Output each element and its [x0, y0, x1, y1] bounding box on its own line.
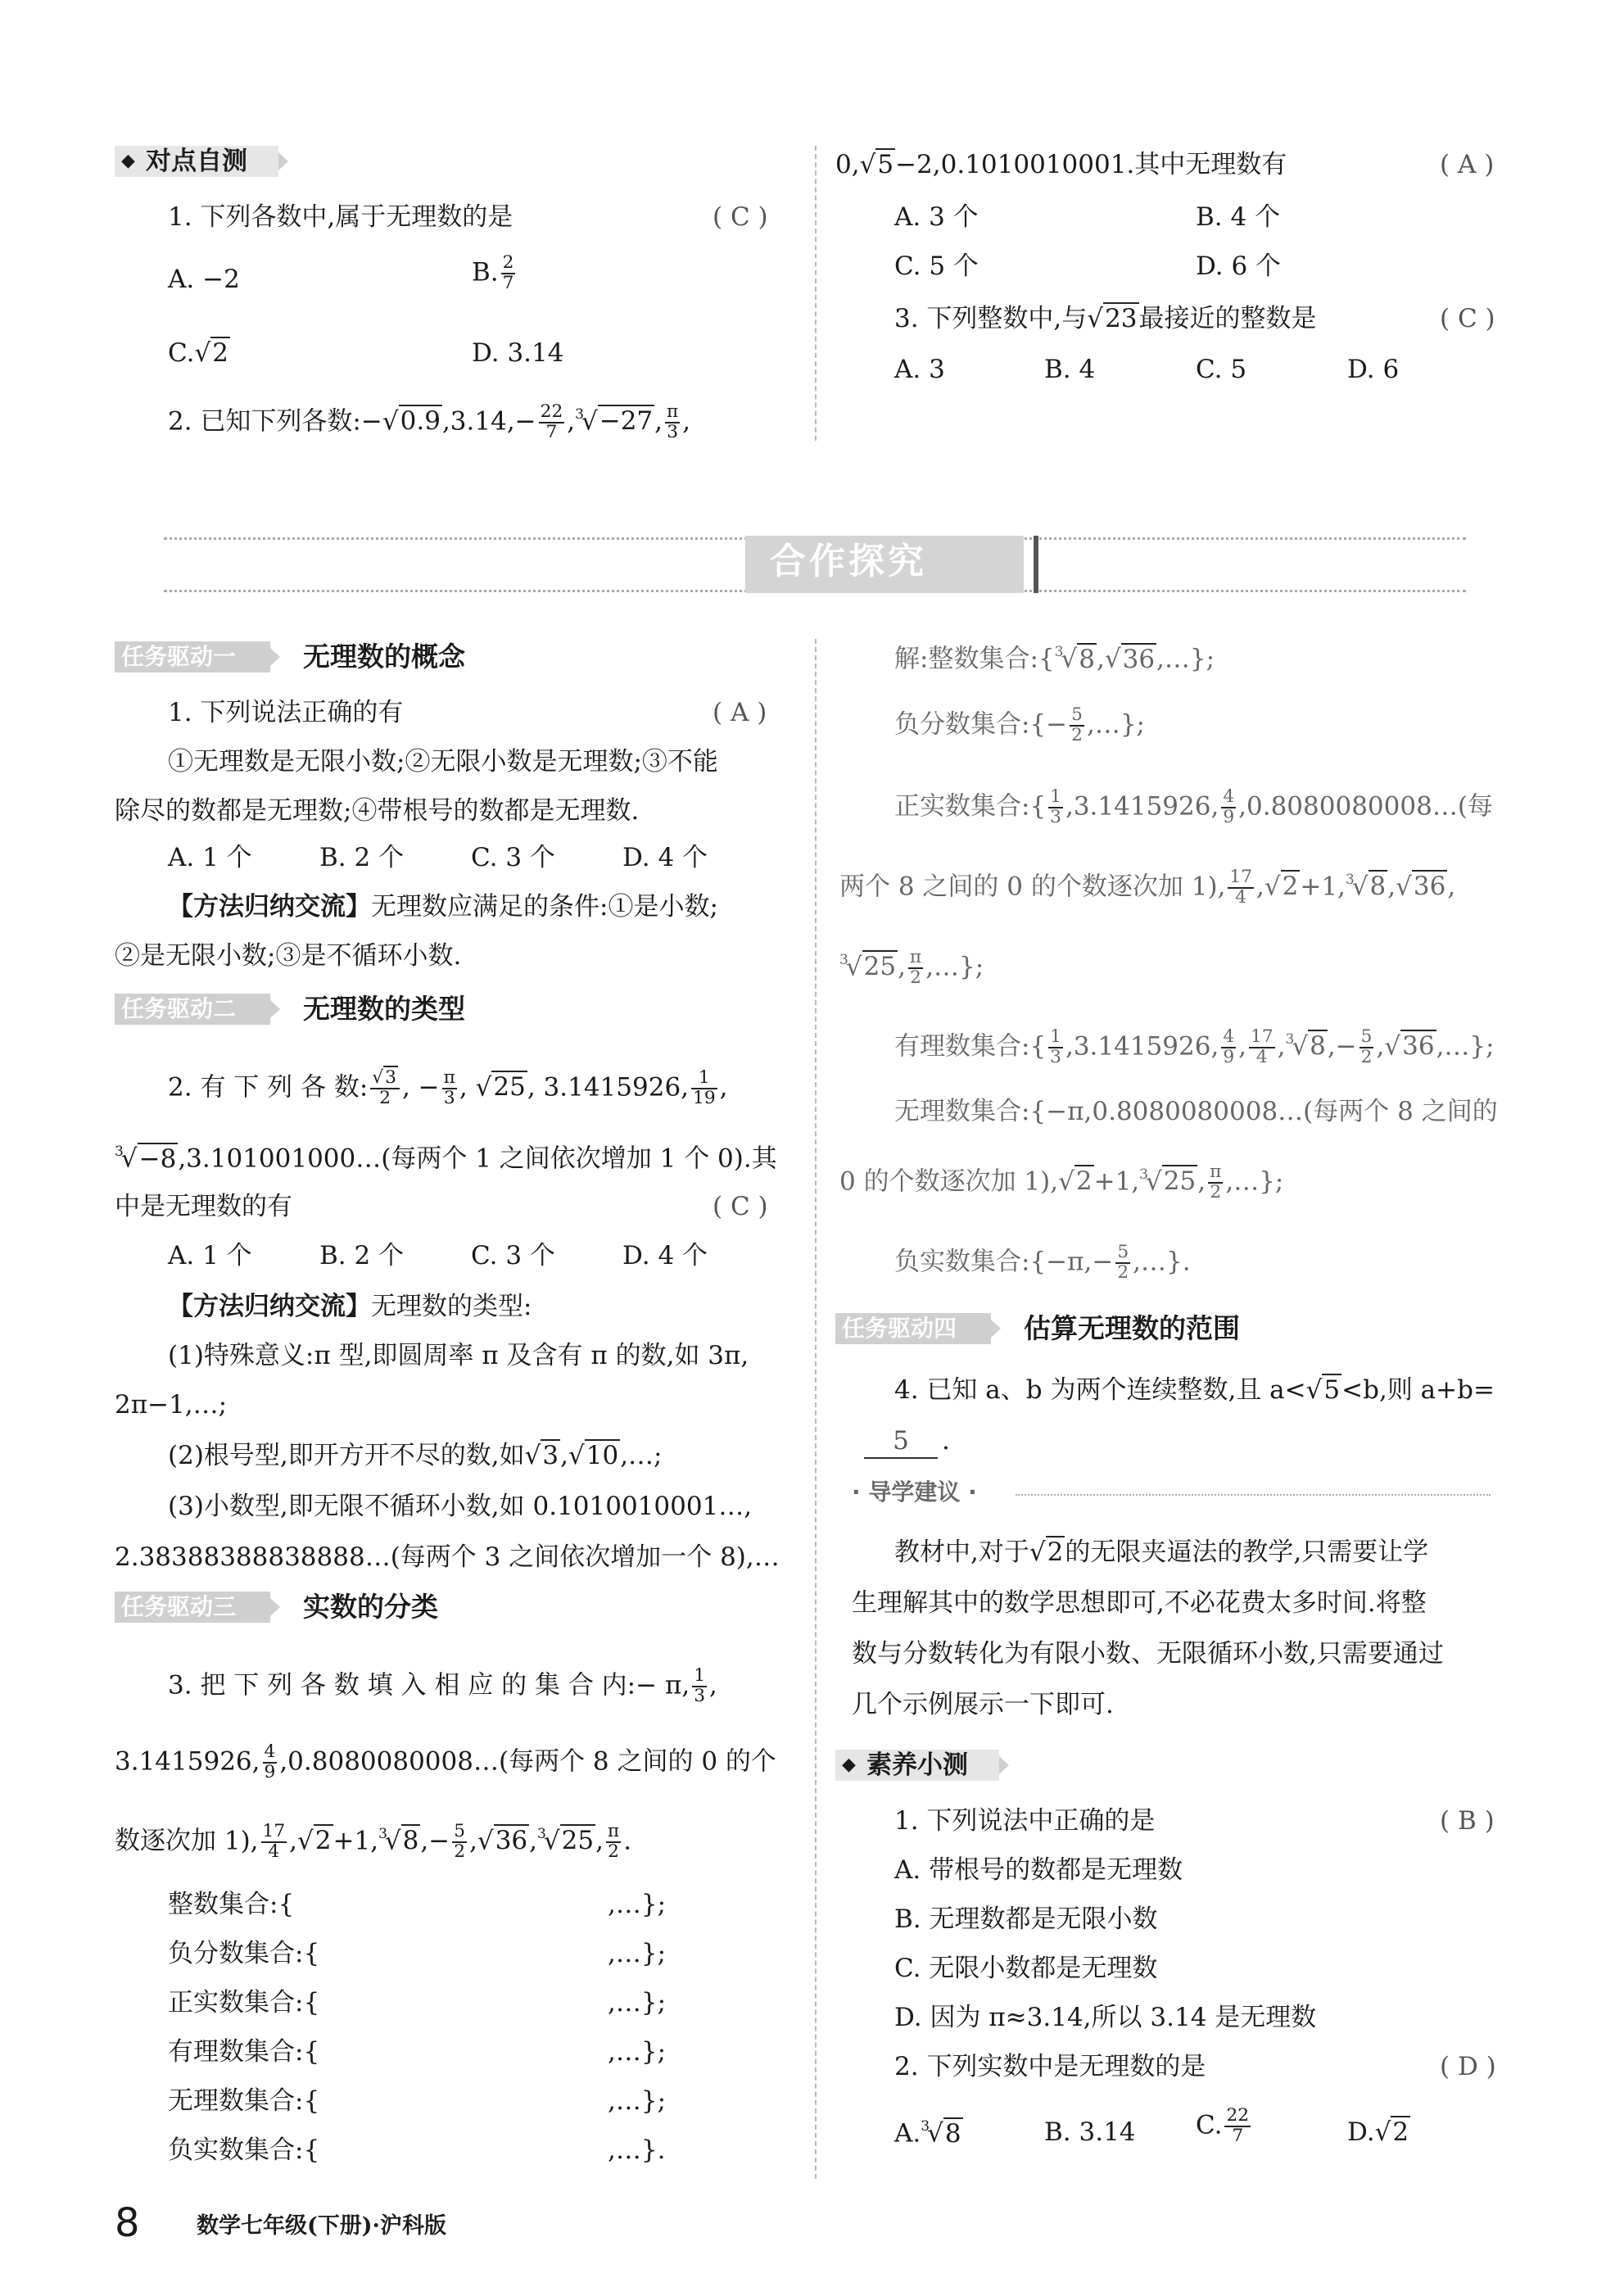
task1-opt-d: D. 4 个: [622, 843, 708, 872]
task3-line2: 3.1415926, $\frac{4}{9}$ ,0.8080080008…(每两个 8 之间的 0 的个: [115, 1741, 776, 1782]
task2-line3: 中是无理数的有: [115, 1192, 292, 1221]
task2-method-2: (2)根号型,即开方开不尽的数,如√3,√10,…;: [168, 1441, 663, 1470]
task2-question: 2. 有 下 列 各 数: $\frac{√3}{2}$ , − $\frac{\pi}{3}$ , √25, 3.1415926, $\frac{1}{19}$ ,: [168, 1067, 728, 1108]
quiz-q2-opt-c: C. $\frac{22}{7}$: [1196, 2105, 1250, 2146]
task4-title: 估算无理数的范围: [1024, 1312, 1240, 1344]
task2-answer: ( C ): [713, 1192, 768, 1221]
task1-badge: 任务驱动一: [121, 643, 237, 670]
task3-title: 实数的分类: [303, 1591, 438, 1623]
quiz-badge: 素养小测: [866, 1750, 968, 1780]
quiz-q1-opt-d: D. 因为 π≈3.14,所以 3.14 是无理数: [894, 2003, 1317, 2032]
top-q3-opt-b: B. 4: [1044, 355, 1096, 384]
top-q1-opt-d: D. 3.14: [472, 338, 564, 368]
solution-9: 负实数集合:{−π,− $\frac{5}{2}$ ,…}.: [894, 1242, 1191, 1283]
task4-badge: 任务驱动四: [842, 1315, 957, 1342]
quiz-q1-opt-b: B. 无理数都是无限小数: [894, 1904, 1158, 1934]
task1-opt-c: C. 3 个: [471, 843, 555, 872]
top-q1: 1. 下列各数中,属于无理数的是: [168, 202, 513, 232]
quiz-q2-opt-b: B. 3.14: [1044, 2117, 1136, 2147]
top-q1-opt-c: C.√2: [168, 338, 228, 368]
task1-title: 无理数的概念: [303, 641, 465, 672]
guide-line4: 几个示例展示一下即可.: [852, 1690, 1114, 1719]
top-q3-opt-c: C. 5: [1196, 355, 1247, 384]
top-q3-answer: ( C ): [1440, 304, 1495, 333]
task1-method-line2: ②是无限小数;③是不循环小数.: [115, 941, 462, 971]
top-q2-opt-c: C. 5 个: [894, 251, 979, 281]
task3-badge: 任务驱动三: [121, 1593, 237, 1620]
banner-title: 合作探究: [770, 541, 927, 582]
column-divider-top: [815, 146, 817, 441]
guide-title: · 导学建议 ·: [852, 1479, 977, 1506]
set-rationals: 有理数集合:{: [168, 2037, 320, 2067]
top-q2-answer: ( A ): [1440, 150, 1495, 179]
quiz-q2: 2. 下列实数中是无理数的是: [894, 2052, 1206, 2081]
task1-answer: ( A ): [713, 698, 767, 727]
top-q3: 3. 下列整数中,与√23最接近的整数是: [894, 304, 1317, 333]
task1-opt-b: B. 2 个: [319, 843, 405, 872]
task4-blank-end: .: [942, 1426, 950, 1456]
set-pos-reals: 正实数集合:{: [168, 1988, 320, 2017]
banner-bar: [1034, 536, 1038, 593]
quiz-q2-opt-a: A.$^3$√8: [894, 2118, 961, 2149]
guide-line2: 生理解其中的数学思想即可,不必花费太多时间.将整: [852, 1588, 1427, 1618]
task2-title: 无理数的类型: [303, 993, 465, 1025]
task1-opt-a: A. 1 个: [168, 843, 252, 872]
task3-line3: 数逐次加 1), $\frac{17}{4}$ ,√2+1,$^3$√8,− $\frac{5}{2}$ ,√36,$^3$√25, $\frac{\pi}{2}$ .: [115, 1821, 632, 1862]
quiz-q1-answer: ( B ): [1440, 1806, 1495, 1836]
task2-method-1b: 2π−1,…;: [115, 1390, 228, 1420]
set-neg-reals-tail: ,…}.: [608, 2135, 666, 2165]
task4-question: 4. 已知 a、b 为两个连续整数,且 a<√5<b,则 a+b=: [894, 1375, 1495, 1405]
quiz-q1-opt-a: A. 带根号的数都是无理数: [894, 1855, 1183, 1885]
solution-4: 两个 8 之间的 0 的个数逐次加 1), $\frac{17}{4}$ ,√2+1,$^3$√8,√36,: [839, 867, 1456, 908]
solution-2: 负分数集合:{− $\frac{5}{2}$ ,…};: [894, 704, 1145, 745]
task3-question: 3. 把 下 列 各 数 填 入 相 应 的 集 合 内:− π, $\frac{1}{3}$ ,: [168, 1665, 717, 1706]
task1-line2: 除尽的数都是无理数;④带根号的数都是无理数.: [115, 796, 640, 826]
task2-line2: $^3$√−8,3.101001000…(每两个 1 之间依次增加 1 个 0).其: [115, 1143, 777, 1174]
column-divider-main: [815, 639, 817, 2179]
set-integers: 整数集合:{: [168, 1890, 295, 1919]
top-q2-opt-a: A. 3 个: [894, 202, 979, 232]
top-q1-opt-b: B. $\frac{2}{7}$: [472, 252, 514, 293]
solution-1: 解:整数集合:{$^3$√8,√36,…};: [894, 644, 1215, 674]
task2-opt-a: A. 1 个: [168, 1241, 252, 1270]
diamond-icon-quiz: ◆: [842, 1755, 856, 1775]
guide-line3: 数与分数转化为有限小数、无限循环小数,只需要通过: [852, 1639, 1444, 1669]
set-neg-fractions: 负分数集合:{: [168, 1939, 320, 1968]
set-pos-reals-tail: ,…};: [608, 1988, 667, 2017]
top-q1-answer: ( C ): [713, 202, 768, 232]
diamond-icon: ◆: [121, 151, 135, 171]
task2-method: 【方法归纳交流】无理数的类型:: [168, 1292, 532, 1321]
task2-method-1: (1)特殊意义:π 型,即圆周率 π 及含有 π 的数,如 3π,: [168, 1341, 749, 1370]
top-q1-opt-a: A. −2: [168, 265, 240, 294]
top-q2-continued: 0,√5−2,0.1010010001.其中无理数有: [835, 150, 1287, 179]
task2-method-3b: 2.38388388838888…(每两个 3 之间依次增加一个 8),…: [115, 1542, 780, 1572]
set-irrationals: 无理数集合:{: [168, 2086, 320, 2116]
task1-question: 1. 下列说法正确的有: [168, 698, 404, 727]
task1-line1: ①无理数是无限小数;②无限小数是无理数;③不能: [168, 747, 718, 777]
set-irrationals-tail: ,…};: [608, 2086, 667, 2116]
solution-6: 有理数集合:{ $\frac{1}{3}$ ,3.1415926, $\frac{4}{9}$ , $\frac{17}{4}$ ,$^3$√8,− $\frac{5}{2}$ ,√36,…};: [894, 1026, 1495, 1067]
task4-blank: 5: [864, 1429, 938, 1459]
top-q2: 2. 已知下列各数:−√0.9,3.14,− $\frac{22}{7}$ ,$^3$√−27, $\frac{\pi}{3}$ ,: [168, 401, 691, 442]
task2-opt-b: B. 2 个: [319, 1241, 405, 1270]
task1-method: 【方法归纳交流】无理数应满足的条件:①是小数;: [168, 892, 718, 922]
quiz-q1-opt-c: C. 无限小数都是无理数: [894, 1954, 1158, 1983]
top-q3-opt-a: A. 3: [894, 355, 945, 384]
top-q2-opt-b: B. 4 个: [1196, 202, 1281, 232]
task2-badge: 任务驱动二: [121, 995, 237, 1022]
set-rationals-tail: ,…};: [608, 2037, 667, 2067]
self-test-badge: 对点自测: [146, 147, 247, 176]
guide-rule: [1016, 1494, 1491, 1496]
book-title: 数学七年级(下册)·沪科版: [197, 2213, 446, 2239]
task2-opt-c: C. 3 个: [471, 1241, 555, 1270]
set-neg-reals: 负实数集合:{: [168, 2135, 320, 2165]
solution-8: 0 的个数逐次加 1),√2+1,$^3$√25, $\frac{\pi}{2}$ ,…};: [839, 1162, 1284, 1202]
set-integers-tail: ,…};: [608, 1890, 667, 1919]
solution-7: 无理数集合:{−π,0.8080080008…(每两个 8 之间的: [894, 1097, 1498, 1126]
quiz-q2-opt-d: D.√2: [1347, 2117, 1409, 2147]
task2-method-3: (3)小数型,即无限不循环小数,如 0.1010010001…,: [168, 1492, 753, 1521]
top-q3-opt-d: D. 6: [1347, 355, 1400, 384]
guide-line1: 教材中,对于√2的无限夹逼法的教学,只需要让学: [894, 1537, 1429, 1567]
page-number: 8: [115, 2200, 140, 2246]
top-q2-opt-d: D. 6 个: [1196, 251, 1282, 281]
quiz-q1: 1. 下列说法中正确的是: [894, 1806, 1156, 1836]
quiz-q2-answer: ( D ): [1440, 2052, 1496, 2081]
solution-3: 正实数集合:{ $\frac{1}{3}$ ,3.1415926, $\frac{4}{9}$ ,0.8080080008…(每: [894, 786, 1493, 827]
set-neg-fractions-tail: ,…};: [608, 1939, 667, 1968]
solution-5: $^3$√25, $\frac{\pi}{2}$ ,…};: [839, 947, 984, 988]
task2-opt-d: D. 4 个: [622, 1241, 708, 1270]
